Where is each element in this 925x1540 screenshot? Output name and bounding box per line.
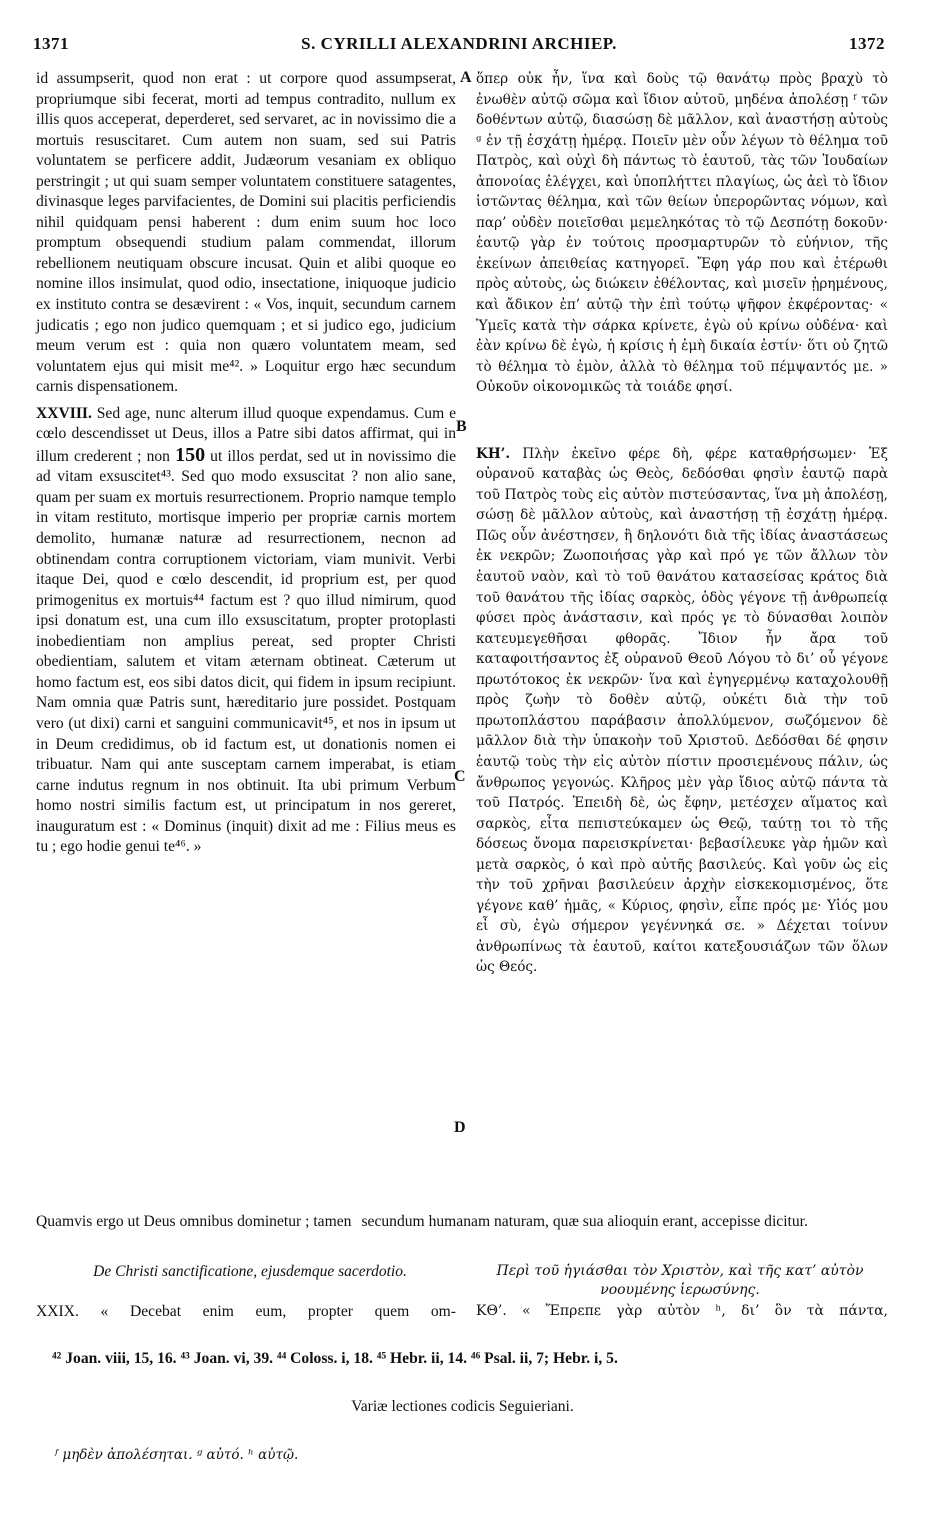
variant-readings-title: Variæ lectiones codicis Seguieriani.	[351, 1398, 574, 1415]
latin-paragraph-2-text-b: ut illos perdat, sed ut in novissimo die ad vitam exsuscitet⁴³. Sed quo modo exsuscitat ? non alio sane, quam per suam ex mortuis resurrectionem. Proprio namque templo in vitam restituto, mortisque imperio per propriæ carnis mortem demolito, humanæ naturæ ad resurrectionem, necnon ad obtinendam contra corruptionem victoriam, viam munivit. Verbi itaque Dei, quod e cœlo descendit, id proprium est, per quod primogenitus ex mortuis⁴⁴ factum est ? quo illud nimirum, quod ipsi donatum est, una cum illo exsuscitatum, propter protoplasti inobedientiam non amplius pereat, sed propter Christi obedientiam, salutem et vitam æternam obtineat. Cæterum ut homo factum est, eos sibi datos dicit, qui fidem in ipsum recipiunt. Nam omnia quæ Patris sunt, hæreditario jure possidet. Postquam vero (ut dixi) carni et sanguini communicavit⁴⁵, et nos in ipsum ut in Deum credidimus, ob id factum est, ut donationis nomen ei tribuatur. Nam qui ante susceptam carnem imperabat, is etiam carne indutus regnum in nos obtinuit. Ita ubi primum Verbum homo nostri similis factum est, ut principatum in nos gereret, inauguratum est : « Dominus (inquit) dixit ad me : Filius meus es tu ; ego hodie genui te⁴⁶. »	[36, 447, 456, 856]
margin-marker-a: A	[460, 69, 472, 86]
greek-last-line: ΚΘ’. « Ἔπρεπε γὰρ αὐτὸν ʰ, δι’ ὃν τὰ πάντα,	[476, 1303, 888, 1319]
column-number-left: 1371	[33, 34, 69, 53]
margin-marker-c: C	[454, 768, 466, 785]
greek-section-number: ΚΗ’.	[476, 445, 511, 462]
latin-last-line: XXIX. « Decebat enim eum, propter quem om-	[36, 1303, 456, 1320]
running-title: S. CYRILLI ALEXANDRINI ARCHIEP.	[301, 34, 617, 53]
scripture-references: ⁴² Joan. viii, 15, 16. ⁴³ Joan. vi, 39. ⁴⁴ Coloss. i, 18. ⁴⁵ Hebr. ii, 14. ⁴⁶ Psal. ii, 7; Hebr. i, 5.	[52, 1350, 618, 1367]
latin-column	[36, 69, 456, 858]
latin-section-heading: De Christi sanctificatione, ejusdemque sacerdotio.	[93, 1263, 407, 1280]
latin-section-number: XXVIII.	[36, 404, 92, 422]
column-number-right: 1372	[849, 34, 885, 53]
greek-paragraph-2-text: Πλὴν ἐκεῖνο φέρε δὴ, φέρε καταθρήσωμεν· Ἐξ οὐρανοῦ καταβὰς ὡς Θεὸς, δεδόσθαι φησὶν ἑαυτῷ παρὰ τοῦ Πατρὸς τοὺς εἰς αὐτὸν πιστεύσαντας, ἵνα μὴ ἀπολέσῃ, σώσῃ δὲ μᾶλλον αὐτοὺς, καὶ ἀναστήσῃ τῇ ἐσχάτῃ ἡμέρᾳ. Πῶς οὖν ἀνέστησεν, ἢ δηλονότι διὰ τῆς ἰδίας ἀναστάσεως ἐκ νεκρῶν; Ζωοποιήσας γὰρ καὶ πρό γε τῶν ἄλλων τὸν ἑαυτοῦ ναὸν, καὶ τὸ τοῦ θανάτου κατασείσας κράτος διὰ τοῦ θανάτου τῆς ἰδίας σαρκὸς, ὁδὸς γέγονε τῇ ἀνθρωπείᾳ φύσει πρὸς ἀνάστασιν, καὶ πρός γε τὸ δύνασθαι λοιπὸν κατευμεγεθῆσαι φθορᾶς. Ἴδιον ἦν ἄρα τοῦ καταφοιτήσαντος ἐξ οὐρανοῦ Θεοῦ Λόγου τὸ δι’ οὗ γέγονε πρωτότοκος ἐκ νεκρῶν· ἵνα καὶ ἐγηγερμένῳ καταχολουθῇ πρὸς ζωὴν τὸ δοθὲν αὐτῷ, οὐκέτι διὰ τὴν τοῦ πρωτοπλάστου παράβασιν ἀπολλύμενον, σωζόμενον δὲ μᾶλλον διὰ τὴν ὑπακοὴν τοῦ Χριστοῦ. Δεδόσθαι δέ φησιν ἑαυτῷ τοὺς τὴν εἰς αὐτὸν πίστιν προσιεμένους πάλιν, ὡς ἄνθρωπος γεγονώς. Κλῆρος μὲν γὰρ ἴδιος αὐτῷ πάντα τὰ τοῦ Πατρός. Ἐπειδὴ δὲ, ὡς ἔφην, μετέσχεν αἵματος καὶ σαρκὸς, εἶτα πεπιστεύκαμεν ὡς Θεῷ, ταύτῃ τοι τὸ τῆς δόσεως ὄνομα παρεισκρίνεται· βεβασίλευκε γὰρ ἡμῶν καὶ μετὰ σαρκὸς, ὁ καὶ πρὸ αὐτῆς βασιλεύς. Καὶ γοῦν ὡς εἰς τὴν τοῦ χρῆναι βασιλεύειν ἀρχὴν εἰσκεκομισμένος, ὅτε γέγονε καθ’ ἡμᾶς, « Κύριος, φησὶν, εἶπε πρός με· Υἱός μου εἶ σὺ, ἐγὼ σήμερον γεγέννηκά σε. » Δέχεται τοίνυν ἀνθρωπίνως τὰ ἑαυτοῦ, καίτοι κατεξουσιάζων τῶν ὅλων ὡς Θεός.	[476, 445, 888, 976]
latin-paragraph-2-text-a: Sed age, nunc alterum illud quoque expendamus. Cum e cœlo descendisset ut Deus, illos a Patre sibi datos affirmat, qui in illum crederent ; non	[36, 404, 456, 465]
page-header	[33, 34, 885, 58]
variant-readings: ᶠ μηδὲν ἀπολέσηται. ᵍ αὐτό. ʰ αὐτῷ.	[55, 1447, 299, 1463]
latin-paragraph-2	[36, 404, 456, 858]
latin-paragraph-1: id assumpserit, quod non erat : ut corpore quod assumpserat, propriumque sibi fecerat, morti ad tempus contradito, nullum ex illis quos acceperat, deperderet, sed servaret, ac in novissimo die a mortuis resuscitaret. Cum autem non suam, sed sui Patris voluntatem se perficere addit, Judæorum vesaniam ex obliquo perstringit ; ut qui suam semper voluntatem constituere satagentes, divinasque leges parvifacientes, de Domini sui placitis perficiendis nihil quidquam pensi haberent : dum enim suum hoc loco promptum obsequendi studium palam commendat, illorum rebellionem neutiquam obscure incusat. Quin et alibi quoque eo nomine illos insimulat, quod odio, insectatione, iniquoque judicio ex instituto contra se desævirent : « Vos, inquit, secundum carnem judicatis ; ego non judico quemquam ; et si judico ego, judicium meum verum est : quia non quæro voluntatem meam, sed voluntatem ejus qui misit me⁴². » Loquitur ergo hæc secundum carnis dispensationem.	[36, 70, 456, 396]
migne-page-number: 150	[175, 443, 206, 466]
greek-paragraph-1: ὅπερ οὐκ ἦν, ἵνα καὶ δοὺς τῷ θανάτῳ πρὸς βραχὺ τὸ ἐνωθὲν αὐτῷ σῶμα καὶ ἴδιον αὐτοῦ, μηδένα ἀπολέσῃ ᶠ τῶν δοθέντων αὐτῷ, διασώσῃ δὲ μᾶλλον, καὶ ἀναστήσῃ αὐτοὺς ᵍ ἐν τῇ ἐσχάτῃ ἡμέρᾳ. Ποιεῖν μὲν οὖν λέγων τὸ θέλημα τοῦ Πατρὸς, καὶ οὐχὶ δὴ πάντως τὸ ἑαυτοῦ, τὰς τῶν Ἰουδαίων ἀπονοίας ἐλέγχει, καὶ ὑποπλήττει πλαγίως, ὡς ἀεὶ τὸ ἴδιον ἱστῶντας θέλημα, καὶ τῶν θείων ὑπερορῶντας νόμων, καὶ παρ’ οὐδὲν ποιεῖσθαι μεμεληκότας τὸ τῷ Δεσπότῃ δοκοῦν· ἑαυτῷ γὰρ ἐν τούτοις προσμαρτυρῶν τὸ εὐήνιον, τῆς ἐκείνων ἀπειθείας κατηγορεῖ. Ἔφη γάρ που καὶ ἑτέρωθι πρὸς αὐτοὺς, ὡς διώκειν ἐθέλοντας, καὶ μισεῖν ᾑρημένους, καὶ ἄδικον ἐπ’ αὐτῷ τὴν ἐπὶ τούτῳ ψῆφον ἐκφέροντας· « Ὑμεῖς κατὰ τὴν σάρκα κρίνετε, ἐγὼ οὐ κρίνω οὐδένα· καὶ ἐὰν κρίνω δὲ ἐγὼ, ἡ κρίσις ἡ ἐμὴ δικαία ἐστίν· ὅτι οὐ ζητῶ τὸ θέλημα τὸ ἐμὸν, ἀλλὰ τὸ θέλημα τοῦ πέμψαντός με. » Οὐκοῦν οἰκονομικῶς τὰ τοιάδε φησί.	[476, 71, 888, 396]
margin-marker-b: B	[456, 418, 467, 435]
greek-column	[476, 69, 888, 978]
bridging-sentence	[36, 1212, 888, 1232]
bridging-sentence-start: Quamvis ergo ut Deus omnibus dominetur ; tamen	[36, 1213, 352, 1230]
bridging-sentence-end: secundum humanam naturam, quæ sua alioquin erant, accepisse dicitur.	[361, 1213, 808, 1230]
greek-section-heading: Περὶ τοῦ ἡγιάσθαι τὸν Χριστὸν, καὶ τῆς κατ’ αὐτὸν νοουμένης ἱερωσύνης.	[496, 1263, 864, 1298]
greek-paragraph-2	[476, 444, 888, 978]
margin-marker-d: D	[454, 1119, 466, 1136]
